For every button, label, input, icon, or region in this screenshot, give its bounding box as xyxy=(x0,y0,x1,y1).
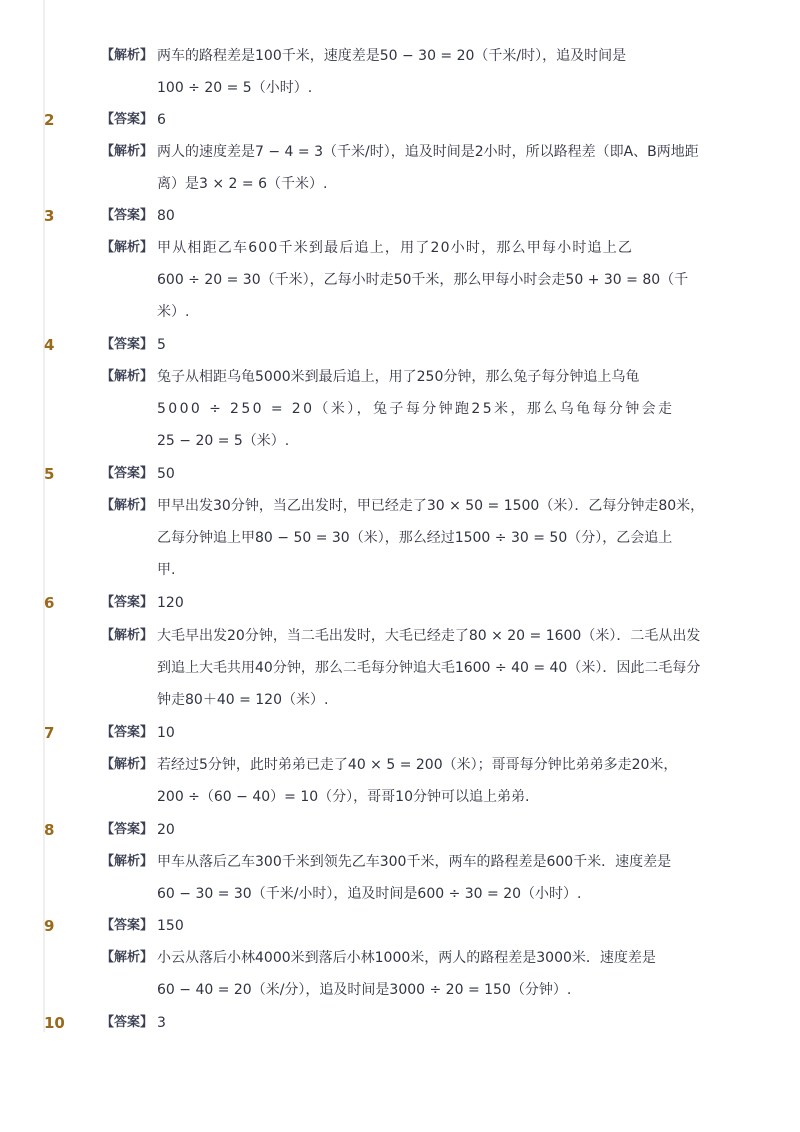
answer-value: 5 xyxy=(157,337,166,353)
answer-tag: 【答案】 xyxy=(101,1015,154,1030)
analysis-line: 60 − 40 = 20（米/分），追及时间是3000 ÷ 20 = 150（分钟）. xyxy=(157,982,572,998)
analysis-line: 甲早出发30分钟，当乙出发时，甲已经走了30 × 50 = 1500（米）．乙每分钟走80米， xyxy=(157,498,705,514)
left-margin-rule xyxy=(43,0,45,1032)
answer-value: 150 xyxy=(157,918,184,934)
question-number: 8 xyxy=(44,821,55,839)
analysis-line: 200 ÷（60 − 40）= 10（分），哥哥10分钟可以追上弟弟. xyxy=(157,789,530,805)
question-number: 5 xyxy=(44,465,55,483)
question-number: 7 xyxy=(44,724,55,742)
answer-value: 80 xyxy=(157,208,175,224)
answer-value: 3 xyxy=(157,1015,166,1031)
analysis-line: 大毛早出发20分钟，当二毛出发时，大毛已经走了80 × 20 = 1600（米）．二毛从出发 xyxy=(157,628,701,644)
answer-tag: 【答案】 xyxy=(101,208,154,223)
answer-value: 50 xyxy=(157,466,175,482)
analysis-line: 小云从落后小林4000米到落后小林1000米，两人的路程差是3000米．速度差是 xyxy=(157,950,656,966)
question-number: 3 xyxy=(44,207,55,225)
analysis-line: 600 ÷ 20 = 30（千米），乙每小时走50千米，那么甲每小时会走50 + 30 = 80（千 xyxy=(157,272,689,288)
analysis-line: 离）是3 × 2 = 6（千米）. xyxy=(157,176,328,192)
analysis-tag: 【解析】 xyxy=(101,369,154,384)
answer-tag: 【答案】 xyxy=(101,918,154,933)
analysis-tag: 【解析】 xyxy=(101,854,154,869)
answer-value: 10 xyxy=(157,725,175,741)
answer-value: 120 xyxy=(157,595,184,611)
analysis-tag: 【解析】 xyxy=(101,950,154,965)
analysis-tag: 【解析】 xyxy=(101,757,154,772)
answer-tag: 【答案】 xyxy=(101,822,154,837)
answer-tag: 【答案】 xyxy=(101,337,154,352)
answer-tag: 【答案】 xyxy=(101,725,154,740)
analysis-line: 25 − 20 = 5（米）. xyxy=(157,433,290,449)
analysis-tag: 【解析】 xyxy=(101,144,154,159)
answer-tag: 【答案】 xyxy=(101,466,154,481)
analysis-tag: 【解析】 xyxy=(101,240,154,255)
question-number: 4 xyxy=(44,336,55,354)
question-number: 10 xyxy=(44,1014,65,1032)
question-number: 9 xyxy=(44,917,55,935)
analysis-line: 5000 ÷ 250 = 20（米），兔子每分钟跑25米，那么乌龟每分钟会走 xyxy=(157,401,675,417)
analysis-line: 100 ÷ 20 = 5（小时）. xyxy=(157,80,313,96)
analysis-line: 到追上大毛共用40分钟，那么二毛每分钟追大毛1600 ÷ 40 = 40（米）．因此二毛每分 xyxy=(157,660,701,676)
question-number: 2 xyxy=(44,111,55,129)
analysis-line: 60 − 30 = 30（千米/小时），追及时间是600 ÷ 30 = 20（小时）. xyxy=(157,886,582,902)
answer-tag: 【答案】 xyxy=(101,595,154,610)
analysis-tag: 【解析】 xyxy=(101,48,154,63)
analysis-line: 若经过5分钟，此时弟弟已走了40 × 5 = 200（米）；哥哥每分钟比弟弟多走20米， xyxy=(157,757,678,773)
analysis-line: 米）. xyxy=(157,304,190,320)
question-number: 6 xyxy=(44,594,55,612)
analysis-line: 甲. xyxy=(157,562,176,578)
analysis-line: 甲从相距乙车600千米到最后追上，用了20小时，那么甲每小时追上乙 xyxy=(157,240,634,256)
analysis-line: 兔子从相距乌龟5000米到最后追上，用了250分钟，那么兔子每分钟追上乌龟 xyxy=(157,369,640,385)
analysis-line: 两车的路程差是100千米，速度差是50 − 30 = 20（千米/时），追及时间是 xyxy=(157,48,627,64)
analysis-line: 乙每分钟追上甲80 − 50 = 30（米），那么经过1500 ÷ 30 = 50（分），乙会追上 xyxy=(157,530,673,546)
analysis-tag: 【解析】 xyxy=(101,498,154,513)
analysis-line: 钟走80＋40 = 120（米）. xyxy=(157,692,329,708)
answer-value: 20 xyxy=(157,822,175,838)
answer-value: 6 xyxy=(157,112,166,128)
analysis-tag: 【解析】 xyxy=(101,628,154,643)
analysis-line: 两人的速度差是7 − 4 = 3（千米/时），追及时间是2小时，所以路程差（即A、B两地距 xyxy=(157,144,699,160)
answer-tag: 【答案】 xyxy=(101,112,154,127)
analysis-line: 甲车从落后乙车300千米到领先乙车300千米，两车的路程差是600千米．速度差是 xyxy=(157,854,672,870)
